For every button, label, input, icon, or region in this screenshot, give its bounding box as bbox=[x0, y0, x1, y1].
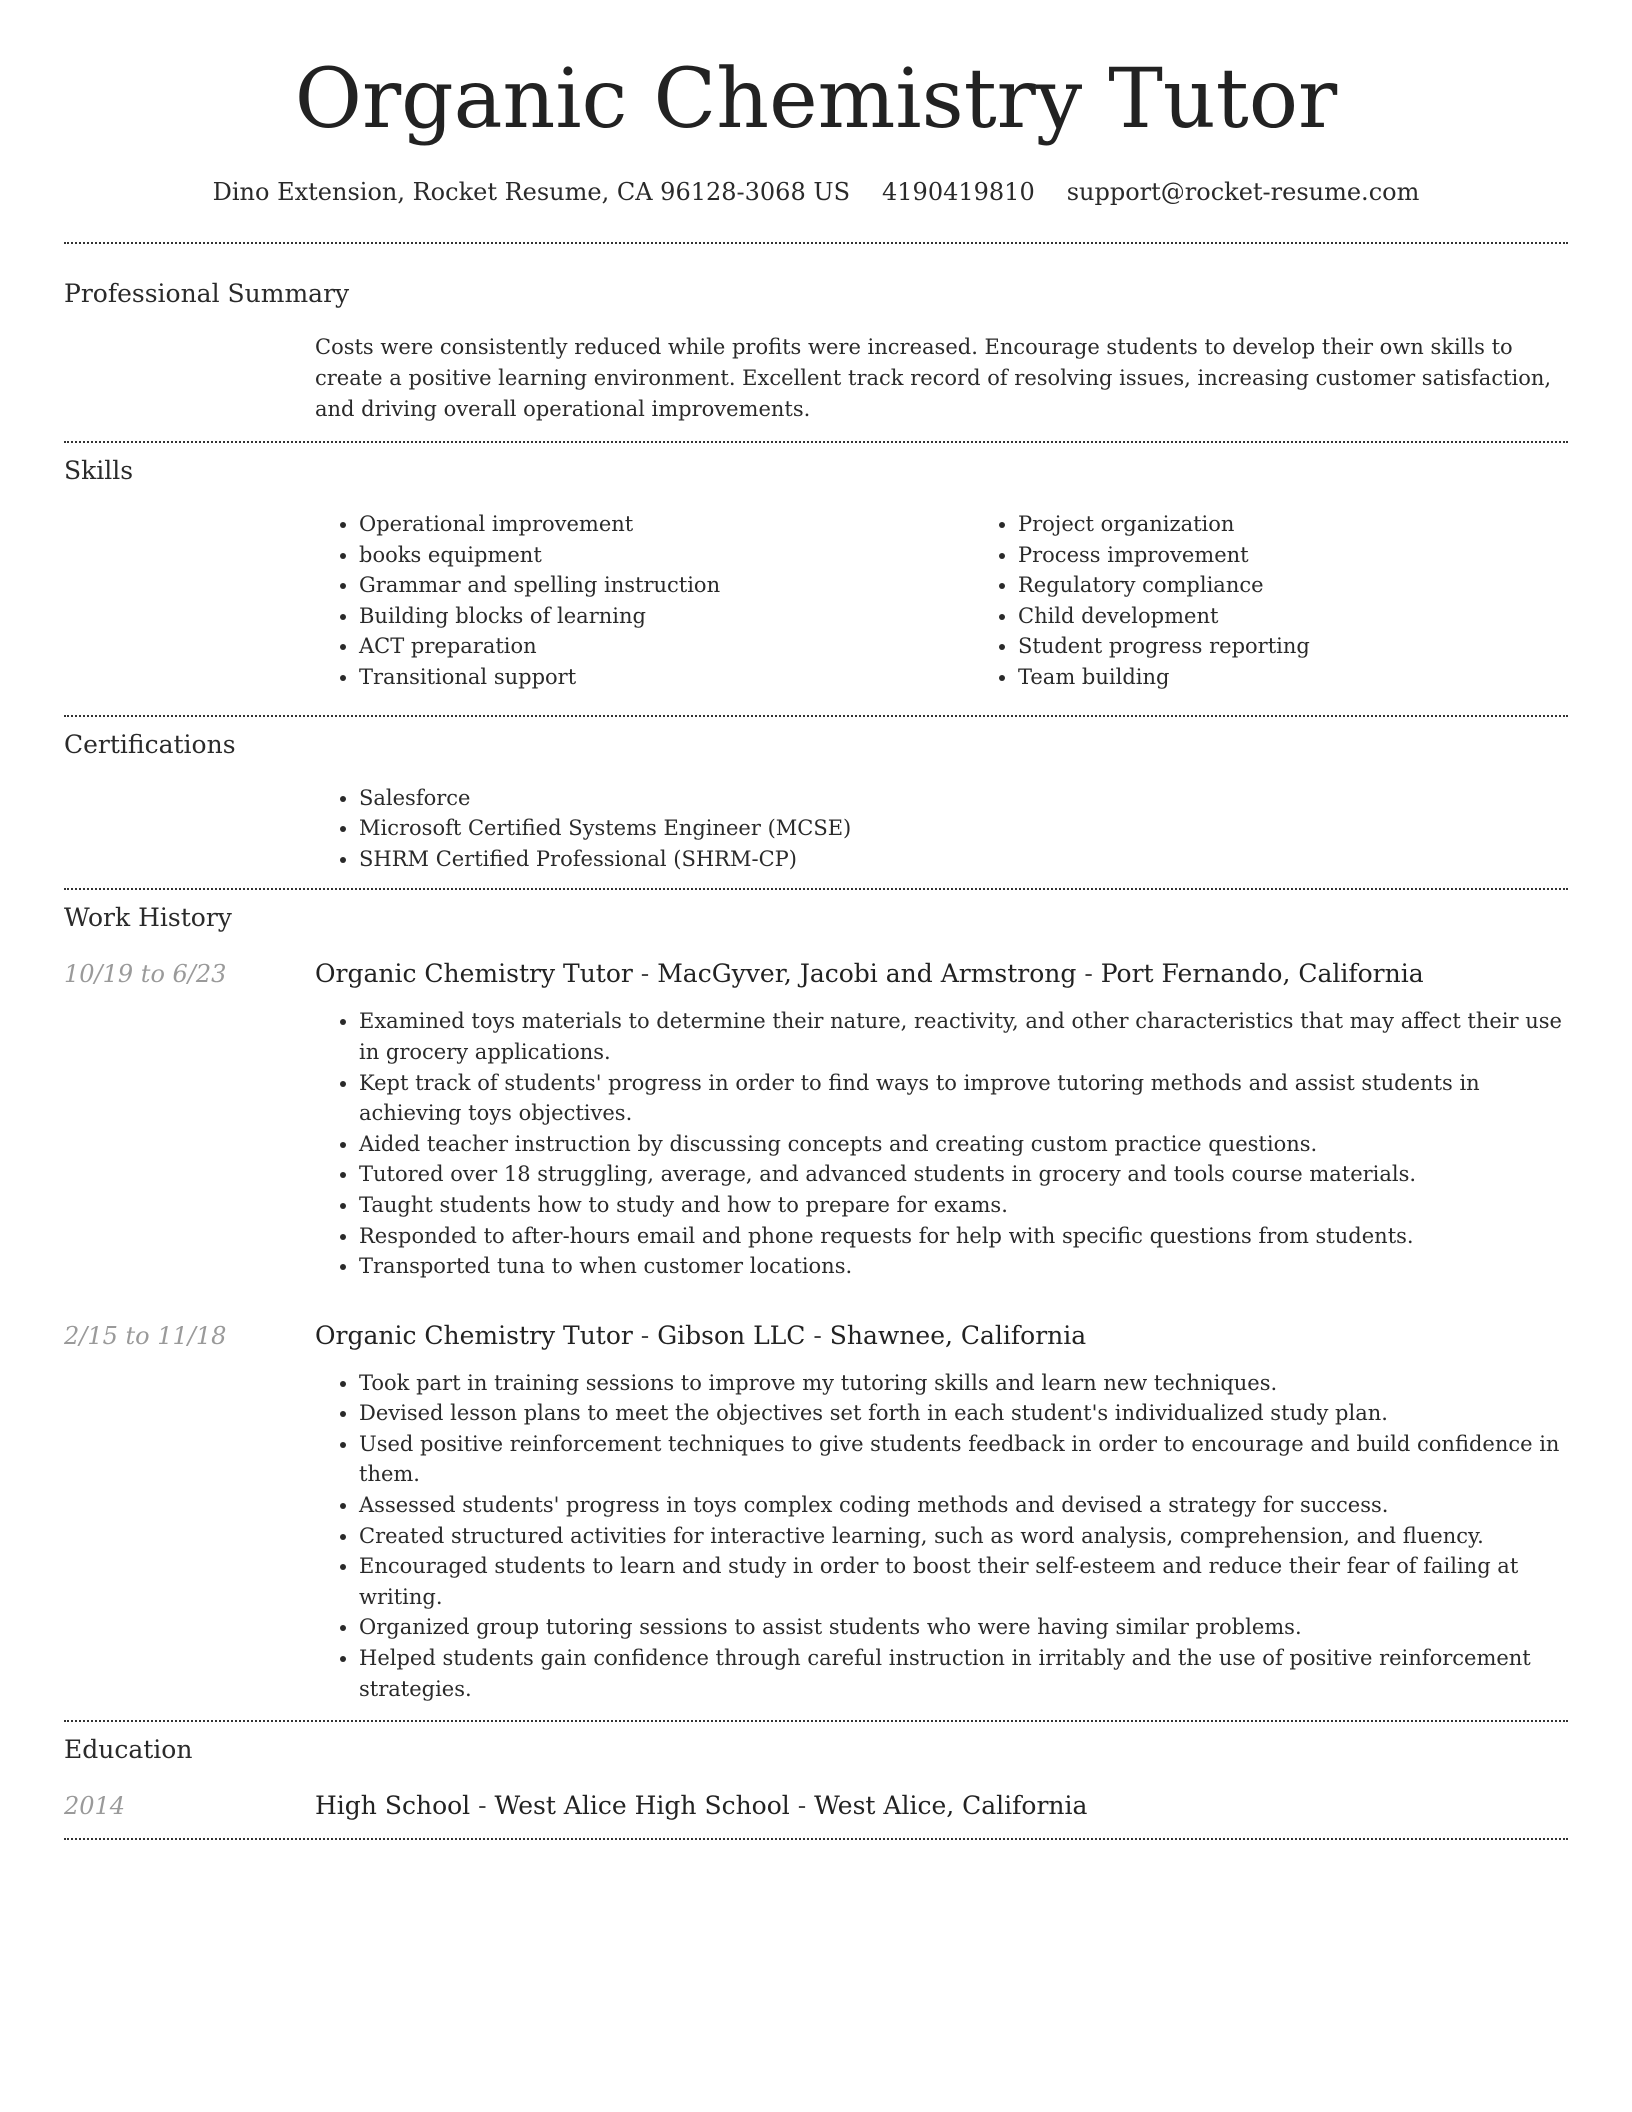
separator: - bbox=[789, 1791, 815, 1821]
section-title-skills: Skills bbox=[64, 456, 134, 485]
separator: - bbox=[1076, 959, 1101, 989]
list-item: • Examined toys materials to determine their nature, reactivity, and other characteristics that may affect their use in grocery applications. bbox=[359, 1006, 1568, 1067]
list-item: • Encouraged students to learn and study in order to boost their self-esteem and reduce their fear of failing at writing. bbox=[359, 1551, 1568, 1612]
list-item: • Project organization bbox=[1018, 509, 1632, 540]
job-dates: 2/15 to 11/18 bbox=[64, 1321, 227, 1350]
list-item: • Team building bbox=[1018, 662, 1632, 693]
list-item: • Salesforce bbox=[359, 783, 1568, 814]
resume-header bbox=[64, 0, 1568, 208]
summary-section bbox=[64, 244, 1568, 441]
job-location: Port Fernando, California bbox=[1100, 959, 1424, 989]
job-dates: 10/19 to 6/23 bbox=[64, 960, 227, 989]
list-item: • Taught students how to study and how to prepare for exams. bbox=[359, 1190, 1568, 1221]
summary-text: Costs were consistently reduced while profits were increased. Encourage students to develop their own skills to create a positive learning environment. Excellent track record of resolving issues, increasing customer satisfaction, and driving overall operational improvements. bbox=[315, 335, 1552, 421]
list-item: • Tutored over 18 struggling, average, and advanced students in grocery and tools course materials. bbox=[359, 1159, 1568, 1190]
section-title-education: Education bbox=[64, 1735, 193, 1765]
job-company: MacGyver, Jacobi and Armstrong bbox=[657, 959, 1077, 989]
list-item: • Helped students gain confidence through careful instruction in irritably and the use of positive reinforcement strategies. bbox=[359, 1643, 1568, 1704]
job-role: Organic Chemistry Tutor bbox=[315, 1320, 633, 1350]
job-heading bbox=[315, 958, 1568, 990]
education-degree: High School bbox=[315, 1791, 471, 1821]
list-item: • books equipment bbox=[359, 540, 974, 571]
list-item: • Student progress reporting bbox=[1018, 631, 1632, 662]
list-item: • Devised lesson plans to meet the objectives set forth in each student's individualized study plan. bbox=[359, 1398, 1568, 1429]
list-item: • ACT preparation bbox=[359, 631, 974, 662]
separator: - bbox=[632, 1320, 658, 1350]
contact-line bbox=[64, 176, 1568, 208]
separator: - bbox=[470, 1791, 495, 1821]
list-item: • Regulatory compliance bbox=[1018, 570, 1632, 601]
skills-column-1 bbox=[315, 509, 974, 693]
list-item: • Assessed students' progress in toys complex coding methods and devised a strategy for success. bbox=[359, 1490, 1568, 1521]
section-title-certifications: Certifications bbox=[64, 729, 236, 759]
job-location: Shawnee, California bbox=[829, 1320, 1087, 1350]
job-bullets bbox=[315, 1006, 1568, 1281]
list-item: • SHRM Certified Professional (SHRM-CP) bbox=[359, 844, 1568, 875]
list-item: • Kept track of students' progress in order to find ways to improve tutoring methods and assist students in achieving toys objectives. bbox=[359, 1068, 1568, 1129]
list-item: • Used positive reinforcement techniques to give students feedback in order to encourage and build confidence in them. bbox=[359, 1429, 1568, 1490]
job-company: Gibson LLC bbox=[657, 1320, 806, 1350]
list-item: • Aided teacher instruction by discussing concepts and creating custom practice questions. bbox=[359, 1129, 1568, 1160]
separator: - bbox=[632, 959, 658, 989]
certifications-list bbox=[315, 783, 1568, 875]
job-entry bbox=[64, 958, 1568, 1281]
job-bullets bbox=[315, 1368, 1568, 1705]
certifications-section bbox=[64, 717, 1568, 889]
list-item: • Operational improvement bbox=[359, 509, 974, 540]
candidate-name: Organic Chemistry Tutor bbox=[294, 52, 1338, 147]
job-entry bbox=[64, 1320, 1568, 1721]
section-title-summary: Professional Summary bbox=[64, 279, 350, 308]
contact-phone: 4190419810 bbox=[882, 178, 1035, 206]
list-item: • Process improvement bbox=[1018, 540, 1632, 571]
education-location: West Alice, California bbox=[814, 1791, 1088, 1821]
list-item: • Responded to after-hours email and phone requests for help with specific questions from students. bbox=[359, 1221, 1568, 1252]
contact-address: Dino Extension, Rocket Resume, CA 96128-3068 US bbox=[212, 178, 851, 206]
list-item: • Child development bbox=[1018, 601, 1632, 632]
education-section bbox=[64, 1722, 1568, 1838]
education-year: 2014 bbox=[64, 1792, 126, 1821]
job-role: Organic Chemistry Tutor bbox=[315, 959, 633, 989]
divider bbox=[64, 1838, 1568, 1840]
list-item: • Microsoft Certified Systems Engineer (MCSE) bbox=[359, 813, 1568, 844]
list-item: • Transported tuna to when customer locations. bbox=[359, 1251, 1568, 1282]
skills-section bbox=[64, 443, 1568, 715]
list-item: • Organized group tutoring sessions to assist students who were having similar problems. bbox=[359, 1612, 1568, 1643]
job-heading bbox=[315, 1320, 1568, 1352]
education-school: West Alice High School bbox=[494, 1791, 790, 1821]
skills-column-2 bbox=[974, 509, 1632, 693]
work-history-section bbox=[64, 890, 1568, 1720]
list-item: • Building blocks of learning bbox=[359, 601, 974, 632]
section-title-work-history: Work History bbox=[64, 903, 232, 933]
list-item: • Transitional support bbox=[359, 662, 974, 693]
list-item: • Created structured activities for interactive learning, such as word analysis, comprehension, and fluency. bbox=[359, 1521, 1568, 1552]
education-heading bbox=[315, 1790, 1568, 1822]
contact-email: support@rocket-resume.com bbox=[1066, 178, 1420, 206]
list-item: • Took part in training sessions to improve my tutoring skills and learn new techniques. bbox=[359, 1368, 1568, 1399]
list-item: • Grammar and spelling instruction bbox=[359, 570, 974, 601]
separator: - bbox=[805, 1320, 830, 1350]
